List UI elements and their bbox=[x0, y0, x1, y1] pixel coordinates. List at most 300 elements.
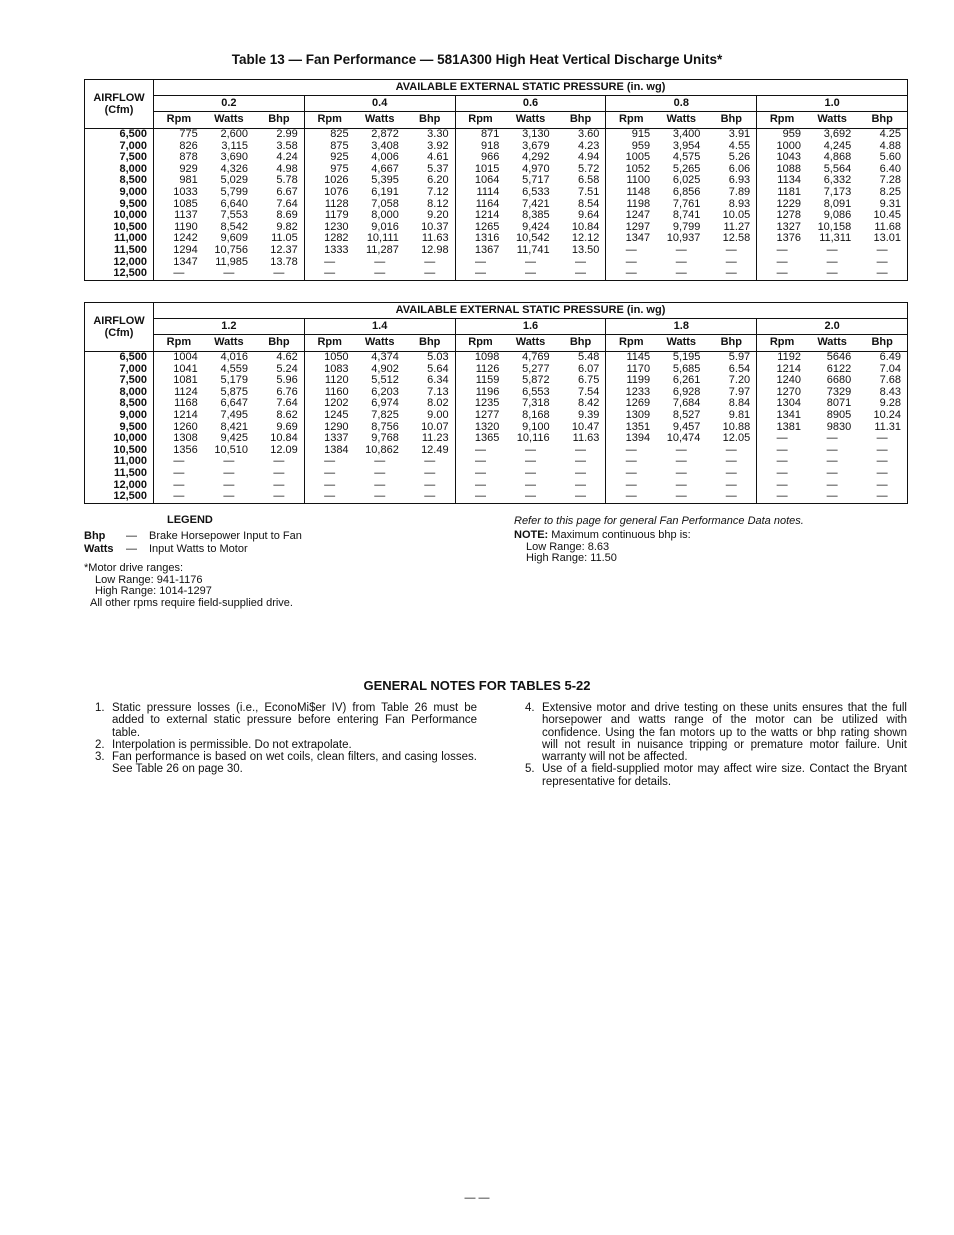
table-cell: 9.69 bbox=[276, 420, 298, 433]
table-cell: 1000 bbox=[757, 141, 807, 153]
table-cell: 7.64 bbox=[276, 197, 298, 210]
table-cell: 8.02 bbox=[427, 397, 449, 410]
table-cell: 1179 bbox=[304, 210, 354, 222]
table-cell: — bbox=[826, 443, 838, 456]
table-cell: — bbox=[273, 478, 285, 491]
table-cell: 1168 bbox=[174, 397, 198, 410]
table-cell: 7,684 bbox=[672, 397, 701, 410]
table-cell: 6.67 bbox=[276, 185, 298, 198]
table-cell: 1214 bbox=[757, 364, 807, 376]
table-cell: — bbox=[757, 245, 807, 257]
table-cell: — bbox=[304, 491, 354, 503]
legend bbox=[84, 514, 484, 609]
table-cell: 10,542 bbox=[515, 232, 550, 245]
table-cell: 7.04 bbox=[879, 362, 902, 375]
table-cell: — bbox=[273, 267, 285, 280]
note-high-range: High Range: 11.50 bbox=[526, 552, 617, 564]
table-cell: — bbox=[876, 255, 888, 268]
table-cell: 1356 bbox=[173, 443, 198, 456]
table-cell: 9.82 bbox=[276, 220, 298, 233]
table-cell: 1202 bbox=[304, 398, 354, 410]
table-cell: 11.27 bbox=[723, 220, 751, 233]
column-label: Bhp bbox=[254, 112, 304, 129]
table-cell: 9,424 bbox=[522, 220, 550, 233]
table-cell: 5,875 bbox=[220, 385, 249, 398]
table-cell: — bbox=[223, 466, 235, 479]
table-cell: 7.28 bbox=[879, 174, 902, 187]
table-row bbox=[85, 491, 908, 503]
table-cell: 1145 bbox=[606, 352, 656, 364]
table-cell: 10,756 bbox=[214, 243, 249, 256]
table-cell: 1004 bbox=[173, 351, 198, 363]
table-cell: 6,025 bbox=[672, 174, 701, 187]
column-label: Rpm bbox=[154, 335, 204, 352]
airflow-value: 8,500 bbox=[85, 175, 154, 187]
airflow-value: 11,000 bbox=[85, 233, 154, 245]
table-cell: 4,292 bbox=[522, 151, 550, 164]
table-cell: 6,203 bbox=[371, 385, 399, 398]
table-cell: 8.43 bbox=[879, 385, 902, 398]
field-supplied-note: All other rpms require field-supplied drive. bbox=[90, 596, 293, 609]
table-cell: 4,006 bbox=[371, 151, 399, 164]
table-cell: 4.61 bbox=[427, 151, 449, 164]
table-row bbox=[85, 187, 908, 199]
pressure-header: AVAILABLE EXTERNAL STATIC PRESSURE (in. wg) bbox=[154, 303, 908, 319]
table-cell: 1381 bbox=[757, 422, 807, 434]
table-cell: 7,495 bbox=[220, 408, 249, 421]
table-cell: 966 bbox=[455, 152, 505, 164]
table-cell: 8,385 bbox=[522, 209, 550, 222]
airflow-value: 12,500 bbox=[85, 491, 154, 503]
table-cell: 1265 bbox=[455, 222, 505, 234]
airflow-label: AIRFLOW bbox=[93, 315, 145, 327]
table-cell: 12.58 bbox=[722, 232, 751, 245]
legend-item bbox=[84, 530, 484, 543]
table-cell: — bbox=[424, 267, 436, 280]
refer-note: Refer to this page for general Fan Performance Data notes. bbox=[514, 515, 804, 527]
table-cell: 9,425 bbox=[220, 432, 249, 445]
table-cell: 5.96 bbox=[276, 374, 298, 387]
table-cell: 11.23 bbox=[421, 432, 449, 445]
table-cell: 6.49 bbox=[879, 351, 902, 363]
table-cell: 5.26 bbox=[728, 151, 751, 164]
table-cell: 1170 bbox=[606, 364, 656, 376]
table-cell: — bbox=[575, 478, 586, 491]
table-cell: 9.31 bbox=[879, 197, 902, 210]
table-cell: 4.25 bbox=[879, 128, 902, 140]
table-row bbox=[85, 210, 908, 222]
table-cell: 8.12 bbox=[427, 197, 449, 210]
table-cell: 3.91 bbox=[728, 128, 751, 140]
table-cell: 959 bbox=[606, 141, 656, 153]
table-cell: — bbox=[675, 267, 687, 280]
page-footer: — — bbox=[464, 1192, 490, 1204]
table-cell: 918 bbox=[455, 141, 505, 153]
table-cell: — bbox=[374, 466, 386, 479]
table-cell: — bbox=[524, 490, 536, 503]
table-cell: — bbox=[424, 490, 436, 503]
table-cell: 10.05 bbox=[722, 209, 751, 222]
table-cell: 5,029 bbox=[220, 174, 249, 187]
table-cell: 878 bbox=[179, 151, 198, 164]
table-cell: 3,400 bbox=[672, 128, 701, 140]
table-cell: 11,741 bbox=[516, 243, 550, 256]
table-cell: 10.47 bbox=[571, 420, 600, 433]
table-cell: — bbox=[455, 268, 505, 280]
table-cell: — bbox=[223, 455, 235, 468]
column-label: Rpm bbox=[455, 335, 505, 352]
table-cell: 6,856 bbox=[672, 185, 701, 198]
table-cell: 6.54 bbox=[728, 362, 751, 375]
table-cell: 1120 bbox=[304, 375, 354, 387]
table-cell: 1214 bbox=[173, 408, 198, 421]
table-cell: 11,985 bbox=[215, 255, 249, 268]
table-cell: — bbox=[606, 491, 656, 503]
table-cell: — bbox=[725, 478, 737, 491]
general-notes-right bbox=[525, 702, 907, 788]
table-cell: 1085 bbox=[173, 197, 198, 210]
table-cell: 8.93 bbox=[728, 197, 751, 210]
table-cell: 1235 bbox=[455, 398, 505, 410]
table-cell: 6.75 bbox=[577, 374, 600, 387]
airflow-value: 8,000 bbox=[85, 387, 154, 399]
note-number: 3. bbox=[95, 751, 105, 764]
general-notes-title: GENERAL NOTES FOR TABLES 5-22 bbox=[363, 678, 591, 693]
table-row bbox=[85, 245, 908, 257]
table-cell: — bbox=[826, 432, 838, 445]
table-cell: — bbox=[675, 255, 687, 268]
column-label: Rpm bbox=[304, 335, 354, 352]
table-cell: — bbox=[826, 255, 838, 268]
table-cell: 1026 bbox=[304, 175, 354, 187]
table-cell: — bbox=[606, 456, 656, 468]
table-cell: 8.25 bbox=[879, 185, 902, 198]
table-cell: 7,761 bbox=[672, 197, 701, 210]
table-cell: 9,799 bbox=[672, 220, 701, 233]
table-cell: 1316 bbox=[455, 233, 505, 245]
table-cell: 9.39 bbox=[577, 408, 600, 421]
table-cell: 1229 bbox=[757, 199, 807, 211]
table-cell: 6.76 bbox=[276, 385, 298, 398]
table-cell: — bbox=[575, 443, 586, 456]
table-cell: 3.92 bbox=[427, 139, 449, 152]
table-cell: 11.05 bbox=[271, 232, 298, 245]
airflow-unit: (Cfm) bbox=[104, 104, 134, 116]
table-cell: 9.20 bbox=[427, 209, 449, 222]
table-cell: 981 bbox=[179, 174, 198, 187]
table-cell: 6.40 bbox=[879, 162, 902, 175]
airflow-value: 8,000 bbox=[85, 164, 154, 176]
table-cell: 9.28 bbox=[879, 397, 902, 410]
table-cell: 8.62 bbox=[276, 408, 298, 421]
table-row bbox=[85, 268, 908, 280]
table-cell: 871 bbox=[455, 129, 505, 141]
table-cell: — bbox=[173, 466, 185, 479]
table-cell: 10,862 bbox=[365, 443, 399, 456]
pressure-column-header: 0.6 bbox=[455, 96, 606, 112]
table-title: Table 13 — Fan Performance — 581A300 High Heat Vertical Discharge Units* bbox=[231, 52, 723, 67]
table-cell: 10.45 bbox=[873, 209, 902, 222]
table-cell: 6,533 bbox=[522, 185, 550, 198]
table-cell: — bbox=[524, 466, 536, 479]
table-cell: — bbox=[304, 268, 354, 280]
table-cell: 9.64 bbox=[577, 209, 600, 222]
table-cell: — bbox=[374, 490, 386, 503]
table-cell: 13.50 bbox=[571, 243, 600, 256]
note-text: Use of a field-supplied motor may affect wire size. Contact the Bryant representative for details. bbox=[542, 763, 907, 788]
table-row bbox=[85, 433, 908, 445]
table-cell: — bbox=[876, 243, 888, 256]
column-label: Watts bbox=[656, 335, 706, 352]
table-cell: 1230 bbox=[304, 222, 354, 234]
column-label: Rpm bbox=[757, 335, 807, 352]
pressure-column-header: 0.2 bbox=[154, 96, 305, 112]
table-cell: 7.51 bbox=[577, 185, 600, 198]
table-cell: 8,542 bbox=[220, 220, 249, 233]
table-cell: 4,769 bbox=[522, 351, 550, 363]
legend-heading: LEGEND bbox=[167, 514, 213, 526]
table-cell: 6,640 bbox=[220, 197, 249, 210]
table-cell: 8.54 bbox=[577, 197, 600, 210]
motor-high-range: High Range: 1014-1297 bbox=[95, 585, 212, 597]
note-number: 4. bbox=[525, 702, 535, 714]
table-cell: 1247 bbox=[606, 210, 656, 222]
table-cell: 1050 bbox=[304, 352, 354, 364]
column-label: Bhp bbox=[857, 112, 907, 129]
table-cell: 6,647 bbox=[220, 397, 249, 410]
general-notes-left bbox=[95, 702, 477, 776]
table-row bbox=[85, 129, 908, 141]
pressure-column-header: 1.8 bbox=[606, 319, 757, 335]
table-cell: — bbox=[575, 490, 586, 503]
table-cell: 1290 bbox=[304, 422, 354, 434]
table-cell: 5,799 bbox=[220, 185, 249, 198]
table-cell: 7,553 bbox=[220, 209, 249, 222]
table-cell: — bbox=[304, 257, 354, 269]
table-cell: 1245 bbox=[304, 410, 354, 422]
table-cell: 4,575 bbox=[672, 151, 701, 164]
table-cell: — bbox=[876, 443, 888, 456]
table-cell: 5,564 bbox=[823, 162, 852, 175]
table-cell: 1160 bbox=[304, 387, 354, 399]
pressure-column-header: 2.0 bbox=[757, 319, 908, 335]
table-cell: 4,374 bbox=[371, 351, 399, 363]
airflow-value: 7,000 bbox=[85, 364, 154, 376]
table-cell: — bbox=[374, 267, 386, 280]
table-cell: 8,000 bbox=[371, 209, 399, 222]
table-cell: — bbox=[575, 455, 586, 468]
table-cell: — bbox=[223, 490, 235, 503]
table-cell: 10.84 bbox=[571, 220, 600, 233]
table-cell: 775 bbox=[179, 128, 198, 140]
table-cell: 1076 bbox=[304, 187, 354, 199]
table-cell: — bbox=[606, 468, 656, 480]
table-cell: 4,245 bbox=[823, 139, 852, 152]
table-cell: 7,318 bbox=[522, 397, 550, 410]
table-cell: 1365 bbox=[455, 433, 505, 445]
table-cell: 1333 bbox=[304, 245, 354, 257]
note-label: NOTE: bbox=[514, 529, 549, 541]
table-cell: 6.58 bbox=[577, 174, 600, 187]
table-cell: — bbox=[223, 478, 235, 491]
column-label: Bhp bbox=[556, 112, 606, 129]
table-cell: 7.54 bbox=[577, 385, 600, 398]
airflow-value: 10,000 bbox=[85, 210, 154, 222]
table-cell: 8,168 bbox=[522, 408, 550, 421]
table-cell: 1159 bbox=[455, 375, 505, 387]
table-cell: 12.05 bbox=[722, 432, 751, 445]
table-cell: 4.62 bbox=[276, 351, 298, 363]
table-cell: — bbox=[876, 490, 888, 503]
table-cell: — bbox=[757, 491, 807, 503]
column-label: Watts bbox=[807, 112, 857, 129]
table-cell: 1269 bbox=[606, 398, 656, 410]
table-cell: 12.98 bbox=[421, 243, 449, 256]
table-cell: 5.37 bbox=[427, 162, 449, 175]
table-cell: 11.63 bbox=[421, 232, 449, 245]
table-cell: 12.09 bbox=[270, 443, 298, 456]
column-label: Rpm bbox=[606, 335, 656, 352]
table-cell: 1064 bbox=[455, 175, 505, 187]
airflow-value: 9,000 bbox=[85, 410, 154, 422]
table-cell: 1297 bbox=[606, 222, 656, 234]
table-cell: 825 bbox=[304, 129, 354, 141]
table-cell: — bbox=[757, 433, 807, 445]
table-cell: 1126 bbox=[455, 364, 505, 376]
table-cell: — bbox=[455, 445, 505, 457]
column-label: Watts bbox=[355, 112, 405, 129]
airflow-label: AIRFLOW bbox=[93, 92, 145, 104]
table-cell: 7.97 bbox=[728, 385, 751, 398]
right-notes bbox=[514, 515, 904, 565]
legend-dash: — bbox=[126, 530, 137, 542]
table-cell: 6,261 bbox=[672, 374, 701, 387]
legend-abbr: Bhp bbox=[84, 530, 106, 542]
table-cell: 5,277 bbox=[522, 362, 550, 375]
table-cell: 1341 bbox=[757, 410, 807, 422]
airflow-header bbox=[85, 303, 154, 352]
table-cell: 4,667 bbox=[371, 162, 399, 175]
table-cell: 1088 bbox=[757, 164, 807, 176]
table-cell: — bbox=[675, 490, 687, 503]
airflow-value: 11,500 bbox=[85, 245, 154, 257]
table-cell: 1041 bbox=[173, 362, 198, 375]
table-cell: 6,191 bbox=[371, 185, 399, 198]
table-cell: 10,116 bbox=[516, 432, 550, 445]
table-cell: — bbox=[374, 455, 386, 468]
table-cell: 3,690 bbox=[220, 151, 249, 164]
table-cell: 1214 bbox=[455, 210, 505, 222]
table-cell: — bbox=[675, 243, 687, 256]
table-cell: 11,311 bbox=[819, 232, 852, 245]
table-cell: 975 bbox=[304, 164, 354, 176]
table-cell: 1309 bbox=[606, 410, 656, 422]
table-cell: 5,685 bbox=[672, 362, 701, 375]
table-cell: — bbox=[876, 478, 888, 491]
column-label: Watts bbox=[807, 335, 857, 352]
table-cell: 8905 bbox=[826, 408, 852, 421]
table-cell: 5.78 bbox=[276, 174, 298, 187]
table-cell: 4.94 bbox=[577, 151, 600, 164]
table-cell: — bbox=[826, 466, 838, 479]
table-cell: 11,287 bbox=[366, 243, 399, 256]
table-cell: 4.23 bbox=[577, 139, 600, 152]
table-cell: 929 bbox=[179, 162, 198, 175]
table-cell: — bbox=[725, 466, 737, 479]
fan-performance-table-1 bbox=[84, 79, 908, 281]
table-cell: 6,332 bbox=[823, 174, 852, 187]
table-cell: 1015 bbox=[455, 164, 505, 176]
column-label: Watts bbox=[355, 335, 405, 352]
table-cell: 1304 bbox=[757, 398, 807, 410]
table-cell: 1320 bbox=[455, 422, 505, 434]
table-cell: — bbox=[304, 468, 354, 480]
table-cell: 959 bbox=[757, 129, 807, 141]
table-cell: 1308 bbox=[173, 432, 198, 445]
table-cell: 8,741 bbox=[672, 209, 701, 222]
table-cell: 1233 bbox=[606, 387, 656, 399]
table-cell: 6.34 bbox=[427, 374, 449, 387]
table-cell: — bbox=[575, 267, 586, 280]
column-label: Watts bbox=[505, 335, 555, 352]
table-cell: 1240 bbox=[757, 375, 807, 387]
table-cell: 3.58 bbox=[276, 139, 298, 152]
table-row bbox=[85, 352, 908, 364]
table-cell: 1242 bbox=[173, 232, 198, 245]
table-cell: 7329 bbox=[826, 385, 852, 398]
pressure-column-header: 1.6 bbox=[455, 319, 606, 335]
table-cell: 9,768 bbox=[371, 432, 399, 445]
table-cell: 8,527 bbox=[672, 408, 701, 421]
table-cell: 9,609 bbox=[220, 232, 249, 245]
table-cell: 1394 bbox=[606, 433, 656, 445]
table-cell: 3.60 bbox=[577, 128, 600, 140]
table-cell: 2,600 bbox=[220, 128, 249, 140]
table-cell: 1198 bbox=[606, 199, 656, 211]
table-cell: 1384 bbox=[304, 445, 354, 457]
column-label: Bhp bbox=[857, 335, 907, 352]
airflow-value: 11,500 bbox=[85, 468, 154, 480]
table-cell: 4.55 bbox=[728, 139, 751, 152]
table-cell: 1005 bbox=[606, 152, 656, 164]
table-cell: 5,265 bbox=[672, 162, 701, 175]
table-cell: 5.64 bbox=[427, 362, 449, 375]
table-cell: — bbox=[606, 445, 656, 457]
table-cell: 3,692 bbox=[823, 128, 852, 140]
table-cell: 8,421 bbox=[220, 420, 249, 433]
table-cell: — bbox=[524, 443, 536, 456]
column-label: Bhp bbox=[706, 335, 756, 352]
note-item bbox=[95, 739, 477, 751]
table-row bbox=[85, 468, 908, 480]
table-cell: — bbox=[524, 267, 536, 280]
table-cell: 7.20 bbox=[728, 374, 751, 387]
table-cell: — bbox=[757, 456, 807, 468]
table-cell: — bbox=[455, 456, 505, 468]
table-cell: 9.81 bbox=[728, 408, 751, 421]
pressure-column-header: 0.8 bbox=[606, 96, 757, 112]
airflow-value: 8,500 bbox=[85, 398, 154, 410]
note-text: Interpolation is permissible. Do not extrapolate. bbox=[112, 738, 352, 751]
table-cell: — bbox=[675, 466, 687, 479]
table-cell: 1134 bbox=[757, 175, 807, 187]
table-cell: 7.89 bbox=[728, 185, 751, 198]
bhp-note bbox=[514, 530, 904, 542]
table-cell: 11.68 bbox=[874, 220, 902, 233]
note-text: Extensive motor and drive testing on these units ensures that the full horsepower and watts range of the motor can be utilized with confidence. Using the fan motors up to the watts or bhp rating shown will not result in nuisance tripping or premature motor failure. Unit warranty will not be affected. bbox=[542, 702, 907, 764]
table-cell: 6.06 bbox=[728, 162, 751, 175]
table-cell: — bbox=[424, 255, 436, 268]
